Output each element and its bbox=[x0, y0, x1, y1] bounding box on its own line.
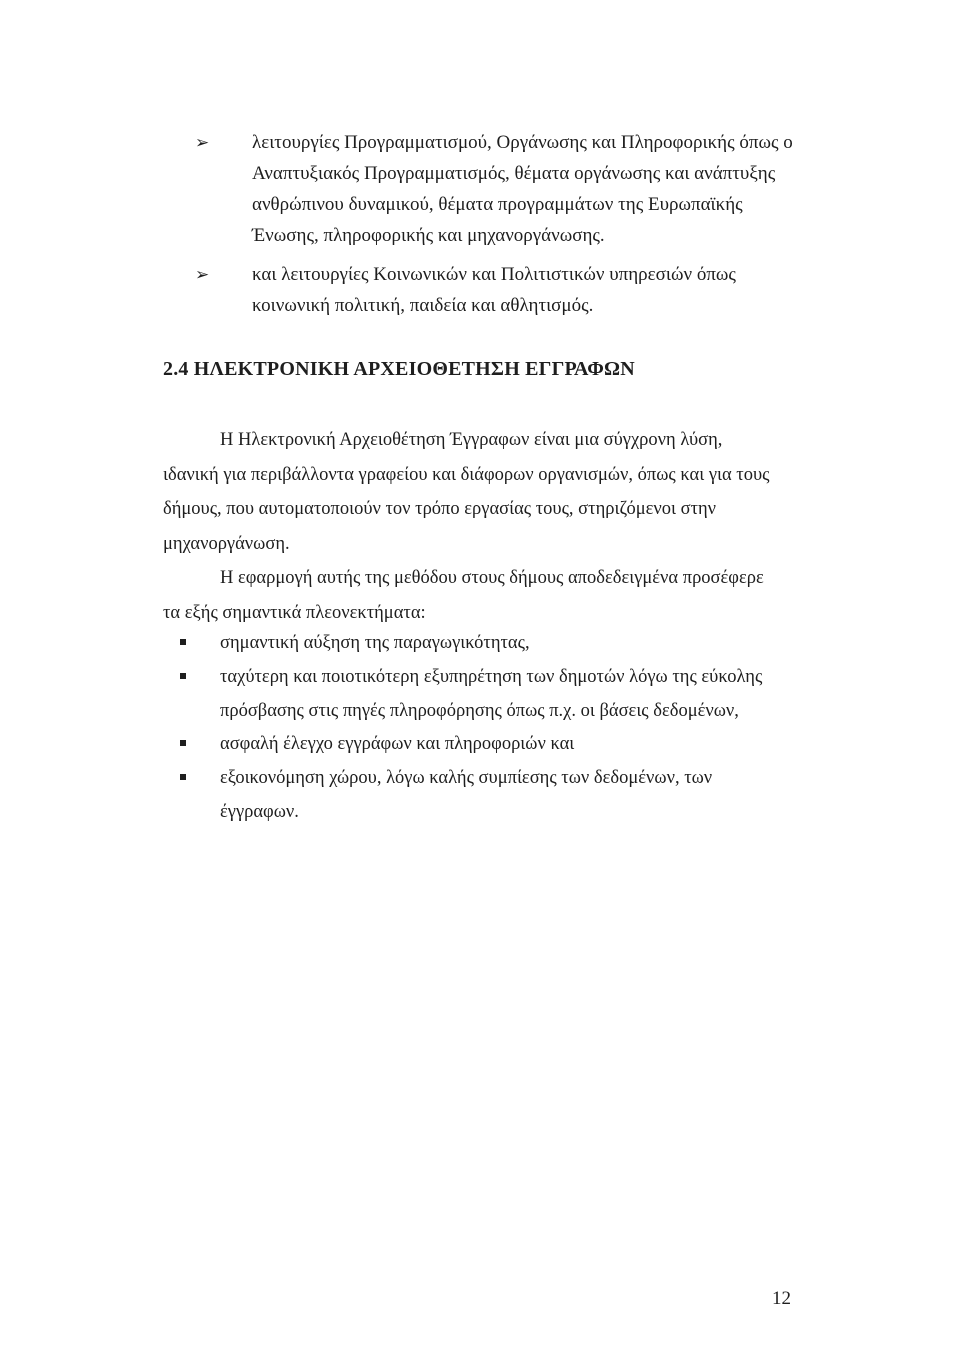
text-line: και λειτουργίες Κοινωνικών και Πολιτιστικών υπηρεσιών όπως bbox=[252, 264, 736, 285]
text-line: μηχανοργάνωση. bbox=[163, 533, 290, 554]
text-line: κοινωνική πολιτική, παιδεία και αθλητισμός. bbox=[252, 295, 594, 316]
text-line: ανθρώπινου δυναμικού, θέματα προγραμμάτων της Ευρωπαϊκής bbox=[252, 194, 743, 215]
page-number: 12 bbox=[772, 1288, 791, 1309]
section-heading: 2.4 ΗΛΕΚΤΡΟΝΙΚΗ ΑΡΧΕΙΟΘΕΤΗΣΗ ΕΓΓΡΑΦΩΝ bbox=[163, 358, 635, 380]
paragraph bbox=[163, 423, 803, 561]
paragraph bbox=[163, 561, 803, 630]
text-line: δήμους, που αυτοματοποιούν τον τρόπο εργασίας τους, στηριζόμενοι στην bbox=[163, 499, 717, 519]
bullet-list-item bbox=[180, 761, 820, 829]
text-line: ιδανική για περιβάλλοντα γραφείου και διάφορων οργανισμών, όπως και για τους bbox=[163, 464, 770, 485]
square-bullet-icon bbox=[180, 673, 186, 679]
arrow-bullet-icon: ➢ bbox=[195, 265, 210, 284]
text-line: Αναπτυξιακός Προγραμματισμός, θέματα οργάνωσης και ανάπτυξης bbox=[252, 163, 776, 184]
text-line: ταχύτερη και ποιοτικότερη εξυπηρέτηση των δημοτών λόγω της εύκολης bbox=[220, 667, 763, 687]
text-line: εξοικονόμηση χώρου, λόγω καλής συμπίεσης των δεδομένων, των bbox=[220, 768, 713, 788]
text-line: πρόσβασης στις πηγές πληροφόρησης όπως π.χ. οι βάσεις δεδομένων, bbox=[220, 701, 739, 721]
square-bullet-icon bbox=[180, 639, 186, 645]
text-line: έγγραφων. bbox=[220, 802, 299, 822]
bullet-list-item bbox=[180, 626, 820, 660]
text-line: σημαντική αύξηση της παραγωγικότητας, bbox=[220, 633, 530, 653]
arrow-list-item bbox=[195, 259, 855, 321]
text-line: τα εξής σημαντικά πλεονεκτήματα: bbox=[163, 602, 426, 623]
arrow-bullet-icon: ➢ bbox=[195, 133, 210, 152]
text-line: Ένωσης, πληροφορικής και μηχανοργάνωσης. bbox=[252, 225, 605, 246]
square-bullet-icon bbox=[180, 774, 186, 780]
text-line: λειτουργίες Προγραμματισμού, Οργάνωσης και Πληροφορικής όπως ο bbox=[252, 132, 793, 153]
bullet-list-item bbox=[180, 727, 820, 761]
bullet-list-item bbox=[180, 660, 820, 728]
text-line: Η Ηλεκτρονική Αρχειοθέτηση Έγγραφων είναι μια σύγχρονη λύση, bbox=[220, 430, 723, 450]
arrow-list-item bbox=[195, 127, 855, 251]
text-line: ασφαλή έλεγχο εγγράφων και πληροφοριών και bbox=[220, 734, 575, 754]
square-bullet-icon bbox=[180, 740, 186, 746]
text-line: Η εφαρμογή αυτής της μεθόδου στους δήμους αποδεδειγμένα προσέφερε bbox=[220, 568, 764, 588]
